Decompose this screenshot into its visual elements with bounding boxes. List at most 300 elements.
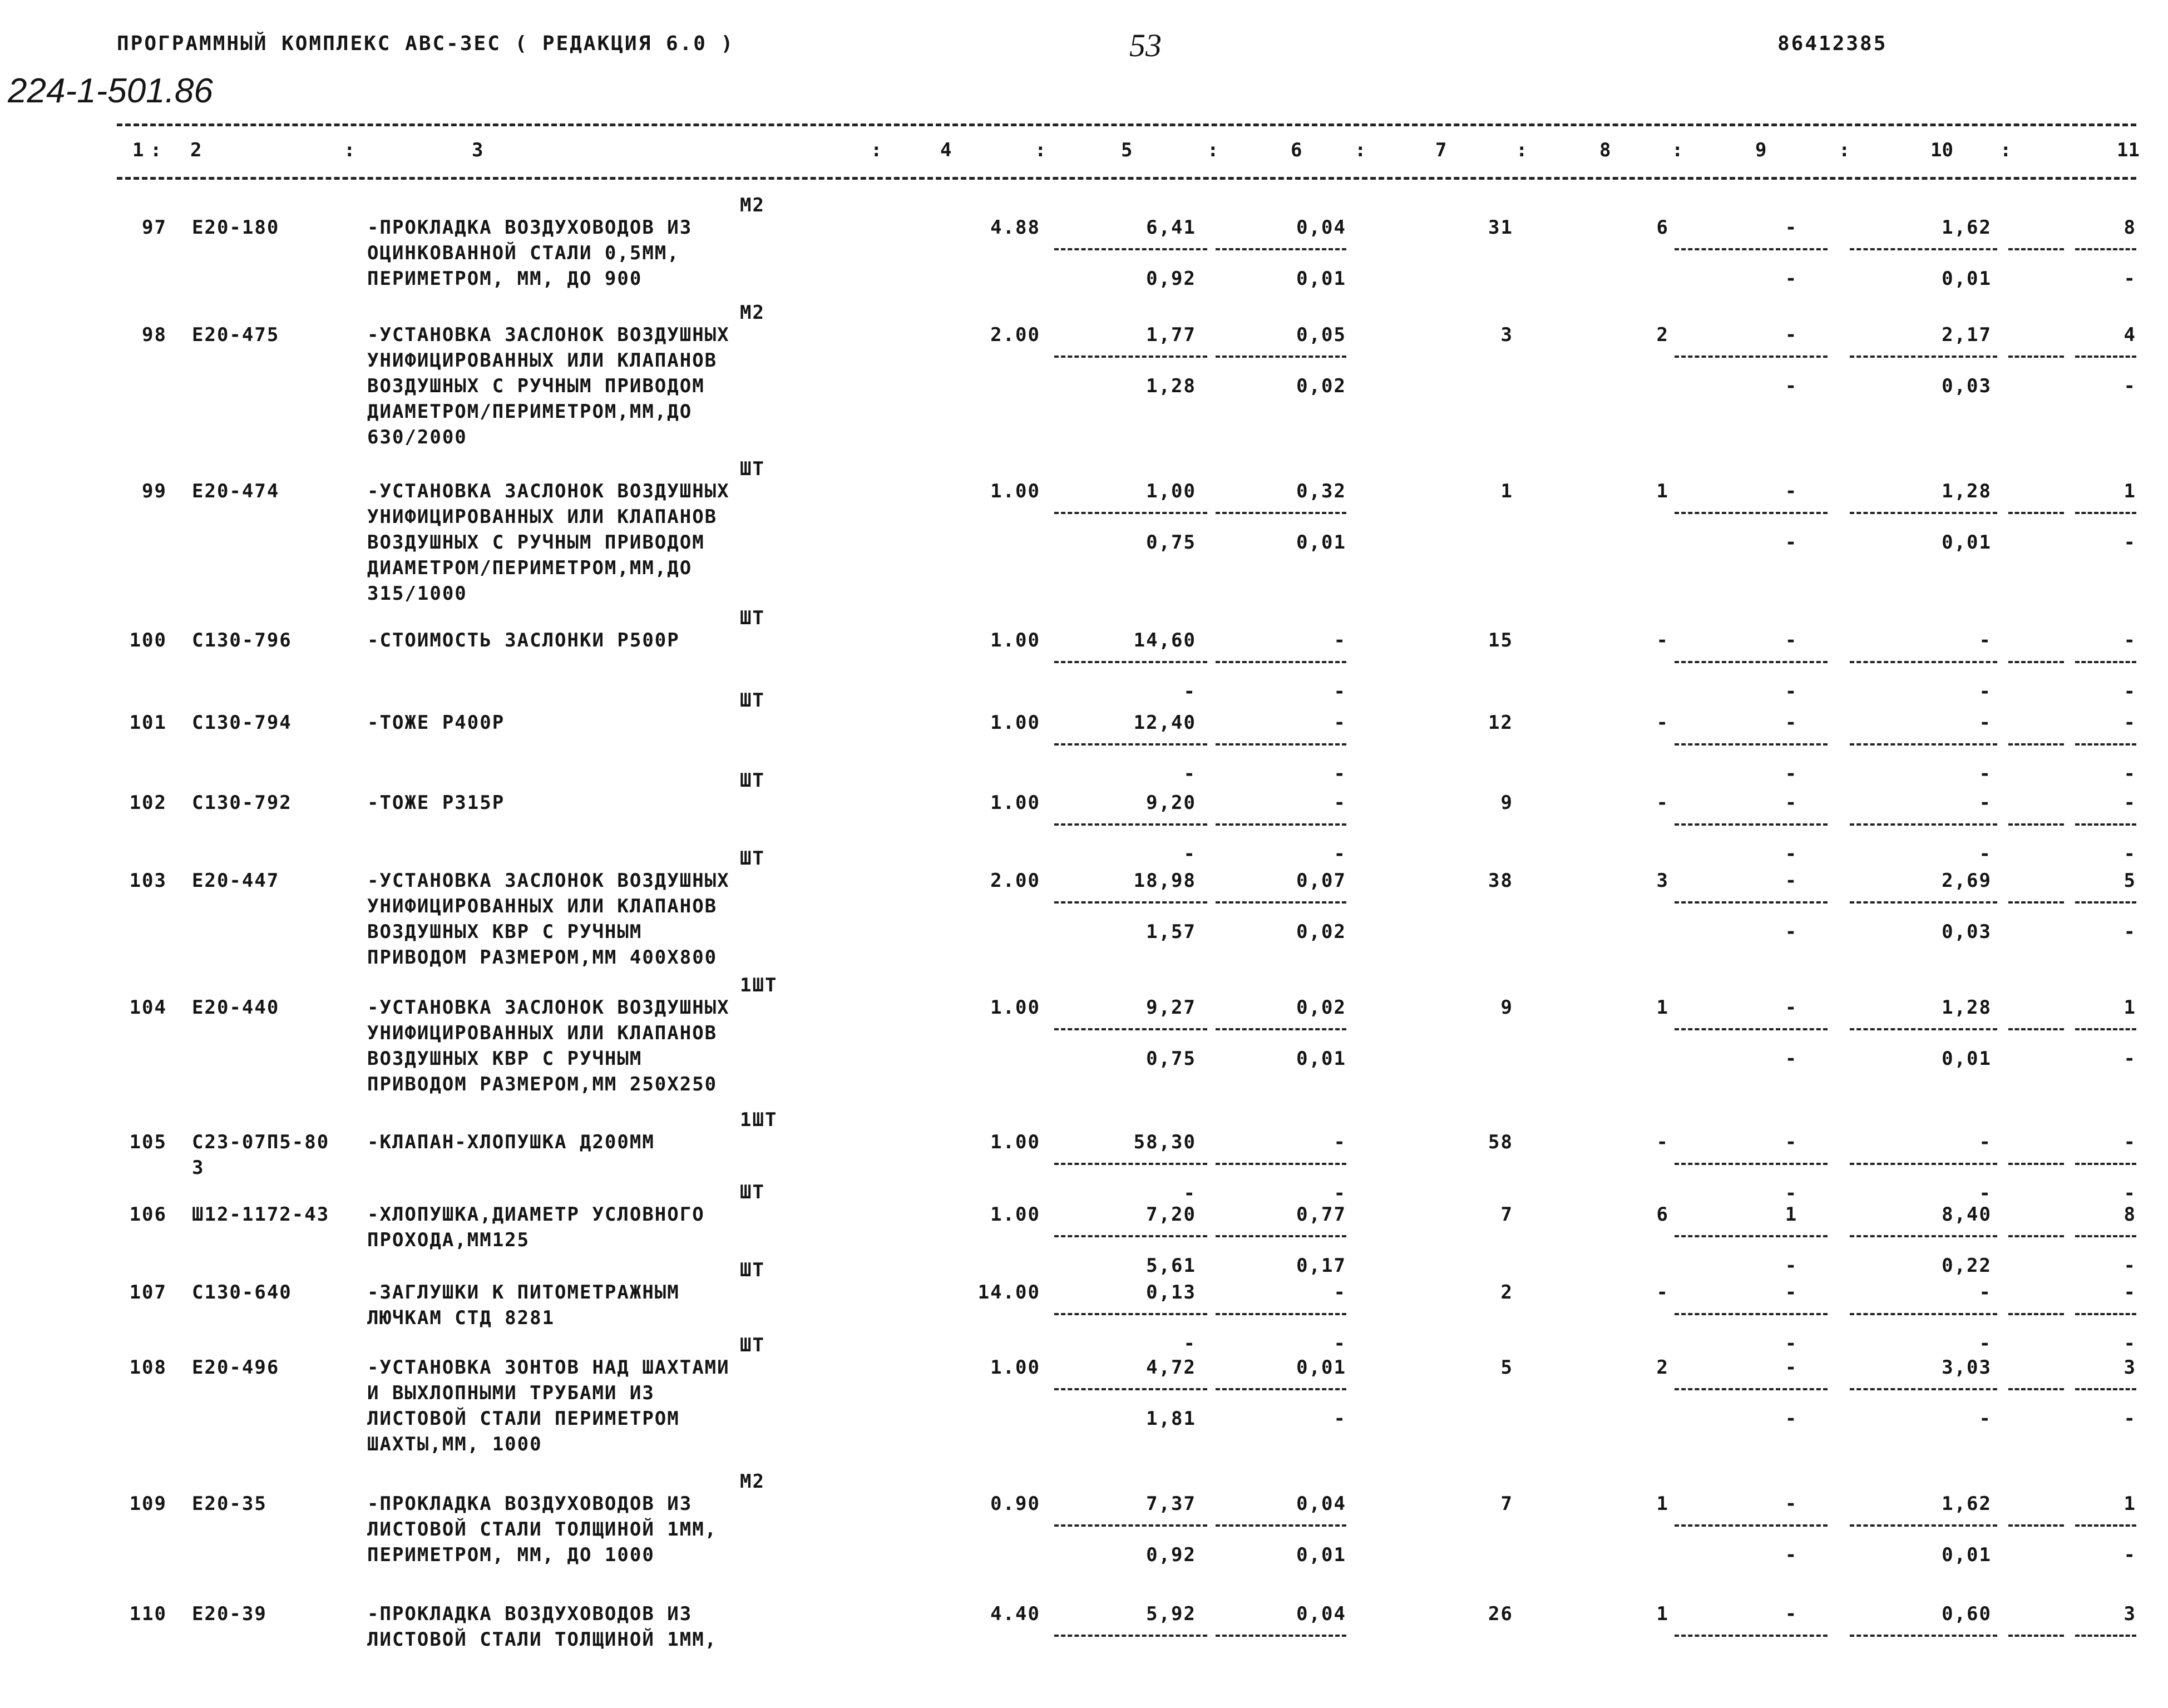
total-wages: - — [1656, 712, 1669, 734]
quantity: 4.88 — [990, 216, 1040, 239]
unit-cost-wages: 0,92 — [1146, 1544, 1196, 1566]
col9-upper: 1 — [1785, 1203, 1798, 1226]
dashed-separator — [1675, 1524, 1828, 1527]
work-description: -КЛАПАН-ХЛОПУШКА Д200ММ — [367, 1131, 655, 1153]
unit-label: ШТ — [740, 607, 765, 629]
column-separator: : — [1516, 139, 1528, 161]
col9-upper: - — [1785, 1493, 1798, 1515]
col9-upper: - — [1785, 480, 1798, 502]
unit-label: 1ШТ — [740, 974, 778, 996]
labor-per-unit: 1,28 — [1942, 996, 1992, 1019]
unit-cost-total: 1,00 — [1146, 480, 1196, 502]
labor-total: 4 — [2123, 324, 2136, 346]
row-number: 103 — [129, 870, 167, 892]
norm-code: E20-447 — [192, 870, 280, 892]
dashed-separator — [1054, 1388, 1207, 1390]
dashed-separator — [2075, 1028, 2136, 1030]
unit-cost-machines: - — [1334, 712, 1346, 734]
dashed-separator — [1850, 1313, 1997, 1315]
column-header-6: 6 — [1291, 139, 1302, 161]
dashed-separator — [2008, 1313, 2064, 1315]
column-header-7: 7 — [1435, 139, 1447, 161]
col9-lower: - — [1785, 268, 1798, 290]
column-header-11: 11 — [2117, 139, 2140, 161]
work-description: -УСТАНОВКА ЗАСЛОНОК ВОЗДУШНЫХ — [367, 480, 730, 502]
dashed-separator — [1850, 1388, 1997, 1390]
dashed-separator — [1216, 743, 1346, 746]
column-separator: : — [150, 139, 162, 161]
dashed-separator — [1675, 356, 1828, 358]
norm-code: C130-640 — [192, 1281, 292, 1304]
dashed-separator — [1675, 743, 1828, 746]
labor-total-machines: - — [2123, 680, 2136, 703]
total-wages: 3 — [1656, 870, 1669, 892]
column-separator: : — [2000, 139, 2012, 161]
labor-total-machines: - — [2123, 921, 2136, 943]
dashed-separator — [1850, 901, 1997, 904]
unit-cost-machines: 0,05 — [1296, 324, 1346, 346]
dashed-separator — [1850, 743, 1997, 746]
work-description: ЛИСТОВОЙ СТАЛИ ПЕРИМЕТРОМ — [367, 1408, 680, 1430]
quantity: 1.00 — [990, 629, 1040, 651]
dashed-separator — [1054, 1635, 1207, 1637]
dashed-separator — [2008, 1388, 2064, 1390]
dashed-separator — [1216, 661, 1346, 663]
work-description: -УСТАНОВКА ЗАСЛОНОК ВОЗДУШНЫХ — [367, 870, 730, 892]
dashed-separator — [2075, 356, 2136, 358]
unit-cost-machine-wages: 0,01 — [1296, 531, 1346, 554]
dashed-separator — [2075, 1388, 2136, 1390]
row-number: 106 — [129, 1203, 167, 1226]
col9-upper: - — [1785, 996, 1798, 1019]
quantity: 1.00 — [990, 1203, 1040, 1226]
total-cost: 31 — [1488, 216, 1513, 239]
work-description: -ТОЖЕ Р315Р — [367, 792, 505, 814]
row-number: 107 — [129, 1281, 167, 1304]
quantity: 1.00 — [990, 792, 1040, 814]
dashed-separator — [1216, 248, 1346, 250]
norm-code: E20-35 — [192, 1493, 267, 1515]
unit-cost-machines: 0,04 — [1296, 1603, 1346, 1625]
total-cost: 2 — [1500, 1281, 1513, 1304]
column-separator: : — [1839, 139, 1850, 161]
work-description: -ПРОКЛАДКА ВОЗДУХОВОДОВ ИЗ — [367, 216, 693, 239]
dashed-separator — [1675, 1635, 1828, 1637]
work-description: -УСТАНОВКА ЗАСЛОНОК ВОЗДУШНЫХ — [367, 324, 730, 346]
unit-label: ШТ — [740, 769, 765, 792]
labor-per-unit: 1,28 — [1942, 480, 1992, 502]
col9-lower: - — [1785, 921, 1798, 943]
total-cost: 9 — [1500, 996, 1513, 1019]
total-wages: - — [1656, 629, 1669, 651]
work-description: -ХЛОПУШКА,ДИАМЕТР УСЛОВНОГО — [367, 1203, 705, 1226]
work-description: ЛИСТОВОЙ СТАЛИ ТОЛЩИНОЙ 1ММ, — [367, 1628, 718, 1651]
dashed-separator — [1675, 512, 1828, 514]
col9-upper: - — [1785, 1131, 1798, 1153]
labor-per-unit: - — [1979, 1281, 1992, 1304]
labor-total: 1 — [2123, 996, 2136, 1019]
column-header-8: 8 — [1599, 139, 1611, 161]
dashed-separator — [2075, 512, 2136, 514]
unit-cost-total: 7,20 — [1146, 1203, 1196, 1226]
labor-total-machines: - — [2123, 1255, 2136, 1277]
dashed-separator — [1054, 512, 1207, 514]
total-wages: 2 — [1656, 324, 1669, 346]
labor-total-machines: - — [2123, 268, 2136, 290]
unit-cost-machine-wages: 0,17 — [1296, 1255, 1346, 1277]
col9-upper: - — [1785, 870, 1798, 892]
dashed-separator — [2008, 1163, 2064, 1165]
dashed-separator — [1675, 1388, 1828, 1390]
unit-cost-machine-wages: - — [1334, 843, 1346, 865]
labor-per-unit: 1,62 — [1942, 216, 1992, 239]
total-cost: 38 — [1488, 870, 1513, 892]
col9-lower: - — [1785, 1544, 1798, 1566]
norm-code-suffix: 3 — [192, 1157, 205, 1179]
labor-total-machines: - — [2123, 1048, 2136, 1070]
sheet-code: 86412385 — [1777, 32, 1888, 55]
unit-cost-total: 9,27 — [1146, 996, 1196, 1019]
dashed-separator — [1675, 248, 1828, 250]
work-description: -ЗАГЛУШКИ К ПИТОМЕТРАЖНЫМ — [367, 1281, 680, 1304]
column-header-2: 2 — [190, 139, 202, 161]
total-cost: 26 — [1488, 1603, 1513, 1625]
work-description: ПРИВОДОМ РАЗМЕРОМ,ММ 250Х250 — [367, 1073, 718, 1095]
unit-cost-wages: - — [1183, 763, 1196, 785]
dashed-separator — [1850, 1524, 1997, 1527]
work-description: УНИФИЦИРОВАННЫХ ИЛИ КЛАПАНОВ — [367, 895, 718, 917]
labor-per-unit: - — [1979, 792, 1992, 814]
total-cost: 58 — [1488, 1131, 1513, 1153]
total-wages: - — [1656, 792, 1669, 814]
quantity: 0.90 — [990, 1493, 1040, 1515]
row-number: 100 — [129, 629, 167, 651]
dashed-separator — [1054, 901, 1207, 904]
dashed-separator — [1675, 823, 1828, 826]
col9-lower: - — [1785, 763, 1798, 785]
quantity: 1.00 — [990, 1356, 1040, 1379]
dashed-separator — [2008, 248, 2064, 250]
unit-cost-machine-wages: - — [1334, 1408, 1346, 1430]
unit-cost-wages: - — [1183, 1332, 1196, 1355]
dashed-separator — [1850, 356, 1997, 358]
unit-cost-machine-wages: - — [1334, 1182, 1346, 1205]
dashed-separator — [1054, 743, 1207, 746]
norm-code: C130-794 — [192, 712, 292, 734]
unit-cost-machines: - — [1334, 1281, 1346, 1304]
labor-total: 3 — [2123, 1356, 2136, 1379]
unit-cost-wages: 0,92 — [1146, 268, 1196, 290]
labor-per-unit: - — [1979, 712, 1992, 734]
work-description: -ПРОКЛАДКА ВОЗДУХОВОДОВ ИЗ — [367, 1493, 693, 1515]
unit-label: М2 — [740, 1470, 765, 1493]
work-description: -ПРОКЛАДКА ВОЗДУХОВОДОВ ИЗ — [367, 1603, 693, 1625]
col9-lower: - — [1785, 1255, 1798, 1277]
col9-lower: - — [1785, 1048, 1798, 1070]
labor-total-machines: - — [2123, 1182, 2136, 1205]
dashed-separator — [1216, 1635, 1346, 1637]
unit-label: ШТ — [740, 458, 765, 480]
total-cost: 5 — [1500, 1356, 1513, 1379]
col9-lower: - — [1785, 1332, 1798, 1355]
unit-cost-machines: 0,02 — [1296, 996, 1346, 1019]
work-description: ЛИСТОВОЙ СТАЛИ ТОЛЩИНОЙ 1ММ, — [367, 1518, 718, 1541]
row-number: 102 — [129, 792, 167, 814]
dashed-separator — [1850, 823, 1997, 826]
total-wages: 6 — [1656, 216, 1669, 239]
work-description: -СТОИМОСТЬ ЗАСЛОНКИ Р500Р — [367, 629, 680, 651]
labor-total: 5 — [2123, 870, 2136, 892]
labor-total-machines: - — [2123, 1408, 2136, 1430]
dashed-separator — [1054, 1028, 1207, 1030]
dashed-separator — [2075, 743, 2136, 746]
dashed-separator — [2008, 1235, 2064, 1237]
unit-cost-machine-wages: 0,01 — [1296, 1048, 1346, 1070]
dashed-separator — [2008, 823, 2064, 826]
dashed-separator — [1850, 248, 1997, 250]
row-number: 99 — [142, 480, 167, 502]
unit-label: М2 — [740, 194, 765, 216]
page-number: 53 — [1129, 27, 1162, 63]
labor-per-unit: 2,69 — [1942, 870, 1992, 892]
norm-code: C130-796 — [192, 629, 292, 651]
unit-cost-machine-wages: 0,01 — [1296, 1544, 1346, 1566]
labor-per-unit: 3,03 — [1942, 1356, 1992, 1379]
work-description: ДИАМЕТРОМ/ПЕРИМЕТРОМ,ММ,ДО — [367, 401, 693, 423]
work-description: ВОЗДУШНЫХ КВР С РУЧНЫМ — [367, 921, 643, 943]
dashed-separator — [2008, 512, 2064, 514]
unit-cost-wages: 1,28 — [1146, 375, 1196, 397]
unit-cost-total: 1,77 — [1146, 324, 1196, 346]
column-separator: : — [871, 139, 882, 161]
labor-total: 8 — [2123, 216, 2136, 239]
dashed-separator — [1216, 823, 1346, 826]
col9-upper: - — [1785, 792, 1798, 814]
unit-label: М2 — [740, 302, 765, 324]
labor-per-unit: - — [1979, 629, 1992, 651]
work-description: УНИФИЦИРОВАННЫХ ИЛИ КЛАПАНОВ — [367, 506, 718, 528]
col9-upper: - — [1785, 1281, 1798, 1304]
unit-cost-total: 7,37 — [1146, 1493, 1196, 1515]
dashed-separator — [1216, 1313, 1346, 1315]
work-description: 630/2000 — [367, 426, 467, 448]
work-description: УНИФИЦИРОВАННЫХ ИЛИ КЛАПАНОВ — [367, 349, 718, 372]
labor-total: 8 — [2123, 1203, 2136, 1226]
labor-per-unit-machines: - — [1979, 680, 1992, 703]
labor-total: 1 — [2123, 480, 2136, 502]
column-separator: : — [1207, 139, 1219, 161]
col9-lower: - — [1785, 1408, 1798, 1430]
dashed-separator — [1054, 1163, 1207, 1165]
col9-upper: - — [1785, 712, 1798, 734]
dashed-separator — [1216, 901, 1346, 904]
labor-total-machines: - — [2123, 375, 2136, 397]
col9-lower: - — [1785, 531, 1798, 554]
total-cost: 15 — [1488, 629, 1513, 651]
dashed-separator — [1216, 1028, 1346, 1030]
column-header-1: 1 — [132, 139, 144, 161]
unit-cost-total: 18,98 — [1133, 870, 1196, 892]
unit-cost-total: 12,40 — [1133, 712, 1196, 734]
column-header-9: 9 — [1755, 139, 1767, 161]
column-header-3: 3 — [472, 139, 483, 161]
unit-label: ШТ — [740, 1181, 765, 1203]
col9-lower: - — [1785, 680, 1798, 703]
labor-per-unit-machines: 0,03 — [1942, 375, 1992, 397]
labor-total-machines: - — [2123, 531, 2136, 554]
dashed-separator — [2008, 1524, 2064, 1527]
dashed-separator — [1675, 1235, 1828, 1237]
dashed-separator — [1054, 356, 1207, 358]
col9-lower: - — [1785, 843, 1798, 865]
unit-cost-machines: 0,07 — [1296, 870, 1346, 892]
norm-code: C23-07П5-80 — [192, 1131, 330, 1153]
labor-per-unit: 1,62 — [1942, 1493, 1992, 1515]
col9-lower: - — [1785, 375, 1798, 397]
dashed-separator — [2075, 248, 2136, 250]
labor-per-unit-machines: - — [1979, 1332, 1992, 1355]
labor-total-machines: - — [2123, 843, 2136, 865]
column-separator: : — [344, 139, 355, 161]
work-description: ПЕРИМЕТРОМ, ММ, ДО 900 — [367, 268, 643, 290]
quantity: 2.00 — [990, 324, 1040, 346]
col9-upper: - — [1785, 1603, 1798, 1625]
dashed-separator — [2008, 661, 2064, 663]
unit-cost-machines: 0,77 — [1296, 1203, 1346, 1226]
unit-cost-total: 5,92 — [1146, 1603, 1196, 1625]
dashed-separator — [2008, 1635, 2064, 1637]
unit-cost-total: 14,60 — [1133, 629, 1196, 651]
norm-code: E20-440 — [192, 996, 280, 1019]
dashed-separator — [2075, 1313, 2136, 1315]
unit-cost-machine-wages: 0,02 — [1296, 921, 1346, 943]
total-cost: 3 — [1500, 324, 1513, 346]
quantity: 1.00 — [990, 712, 1040, 734]
program-title: ПРОГРАММНЫЙ КОМПЛЕКС АВС-3ЕС ( РЕДАКЦИЯ 6.0 ) — [117, 32, 735, 55]
dashed-separator — [1675, 1313, 1828, 1315]
labor-per-unit-machines: 0,03 — [1942, 921, 1992, 943]
unit-cost-wages: - — [1183, 680, 1196, 703]
dashed-separator — [1216, 1524, 1346, 1527]
column-header-10: 10 — [1930, 139, 1953, 161]
unit-cost-machines: 0,04 — [1296, 1493, 1346, 1515]
norm-code: C130-792 — [192, 792, 292, 814]
total-wages: 1 — [1656, 996, 1669, 1019]
column-separator: : — [1355, 139, 1366, 161]
unit-cost-machines: - — [1334, 792, 1346, 814]
document-code: 224-1-501.86 — [8, 72, 213, 110]
dashed-separator — [1675, 1028, 1828, 1030]
work-description: ДИАМЕТРОМ/ПЕРИМЕТРОМ,ММ,ДО — [367, 557, 693, 579]
total-cost: 12 — [1488, 712, 1513, 734]
unit-cost-total: 4,72 — [1146, 1356, 1196, 1379]
work-description: -УСТАНОВКА ЗАСЛОНОК ВОЗДУШНЫХ — [367, 996, 730, 1019]
unit-cost-machines: 0,04 — [1296, 216, 1346, 239]
row-number: 101 — [129, 712, 167, 734]
unit-cost-wages: 5,61 — [1146, 1255, 1196, 1277]
dashed-separator — [1054, 823, 1207, 826]
labor-per-unit: 2,17 — [1942, 324, 1992, 346]
labor-total: 1 — [2123, 1493, 2136, 1515]
work-description: ВОЗДУШНЫХ С РУЧНЫМ ПРИВОДОМ — [367, 375, 705, 397]
total-wages: 1 — [1656, 1603, 1669, 1625]
dashed-separator — [1216, 512, 1346, 514]
norm-code: E20-39 — [192, 1603, 267, 1625]
labor-per-unit-machines: - — [1979, 843, 1992, 865]
total-cost: 7 — [1500, 1493, 1513, 1515]
unit-cost-wages: - — [1183, 1182, 1196, 1205]
work-description: ШАХТЫ,ММ, 1000 — [367, 1433, 542, 1455]
labor-total: - — [2123, 629, 2136, 651]
dashed-separator — [1850, 661, 1997, 663]
work-description: -УСТАНОВКА ЗОНТОВ НАД ШАХТАМИ — [367, 1356, 730, 1379]
row-number: 110 — [129, 1603, 167, 1625]
dashed-separator — [1216, 1388, 1346, 1390]
norm-code: E20-496 — [192, 1356, 280, 1379]
dashed-separator — [2075, 901, 2136, 904]
dashed-separator — [1850, 1235, 1997, 1237]
unit-cost-total: 58,30 — [1133, 1131, 1196, 1153]
unit-cost-machine-wages: - — [1334, 1332, 1346, 1355]
norm-code: E20-180 — [192, 216, 280, 239]
dashed-separator — [2075, 1235, 2136, 1237]
dashed-separator — [2008, 901, 2064, 904]
dashed-separator — [1216, 356, 1346, 358]
norm-code: E20-474 — [192, 480, 280, 502]
column-header-5: 5 — [1121, 139, 1133, 161]
dashed-separator — [1675, 901, 1828, 904]
col9-upper: - — [1785, 324, 1798, 346]
dashed-separator — [2075, 1524, 2136, 1527]
unit-cost-machines: 0,32 — [1296, 480, 1346, 502]
column-header-4: 4 — [940, 139, 952, 161]
dashed-separator — [2075, 1635, 2136, 1637]
unit-cost-total: 9,20 — [1146, 792, 1196, 814]
row-number: 108 — [129, 1356, 167, 1379]
dashed-separator — [1850, 512, 1997, 514]
table-top-rule — [117, 124, 2136, 126]
col9-upper: - — [1785, 629, 1798, 651]
dashed-separator — [1054, 1313, 1207, 1315]
work-description: ПРОХОДА,ММ125 — [367, 1229, 530, 1251]
dashed-separator — [1054, 661, 1207, 663]
unit-cost-machine-wages: 0,02 — [1296, 375, 1346, 397]
unit-label: ШТ — [740, 847, 765, 870]
total-wages: 1 — [1656, 480, 1669, 502]
labor-total-machines: - — [2123, 1332, 2136, 1355]
dashed-separator — [2075, 823, 2136, 826]
unit-cost-machines: - — [1334, 629, 1346, 651]
labor-per-unit-machines: 0,01 — [1942, 1048, 1992, 1070]
quantity: 1.00 — [990, 996, 1040, 1019]
unit-label: 1ШТ — [740, 1109, 778, 1131]
unit-cost-machine-wages: - — [1334, 680, 1346, 703]
column-separator: : — [1035, 139, 1046, 161]
unit-label: ШТ — [740, 1259, 765, 1281]
dashed-separator — [1850, 1028, 1997, 1030]
work-description: -ТОЖЕ Р400Р — [367, 712, 505, 734]
unit-label: ШТ — [740, 1334, 765, 1356]
unit-label: ШТ — [740, 689, 765, 712]
quantity: 1.00 — [990, 1131, 1040, 1153]
dashed-separator — [1216, 1235, 1346, 1237]
labor-per-unit-machines: 0,01 — [1942, 531, 1992, 554]
work-description: ВОЗДУШНЫХ КВР С РУЧНЫМ — [367, 1048, 643, 1070]
dashed-separator — [1850, 1163, 1997, 1165]
column-separator: : — [1672, 139, 1683, 161]
unit-cost-total: 6,41 — [1146, 216, 1196, 239]
dashed-separator — [1675, 661, 1828, 663]
